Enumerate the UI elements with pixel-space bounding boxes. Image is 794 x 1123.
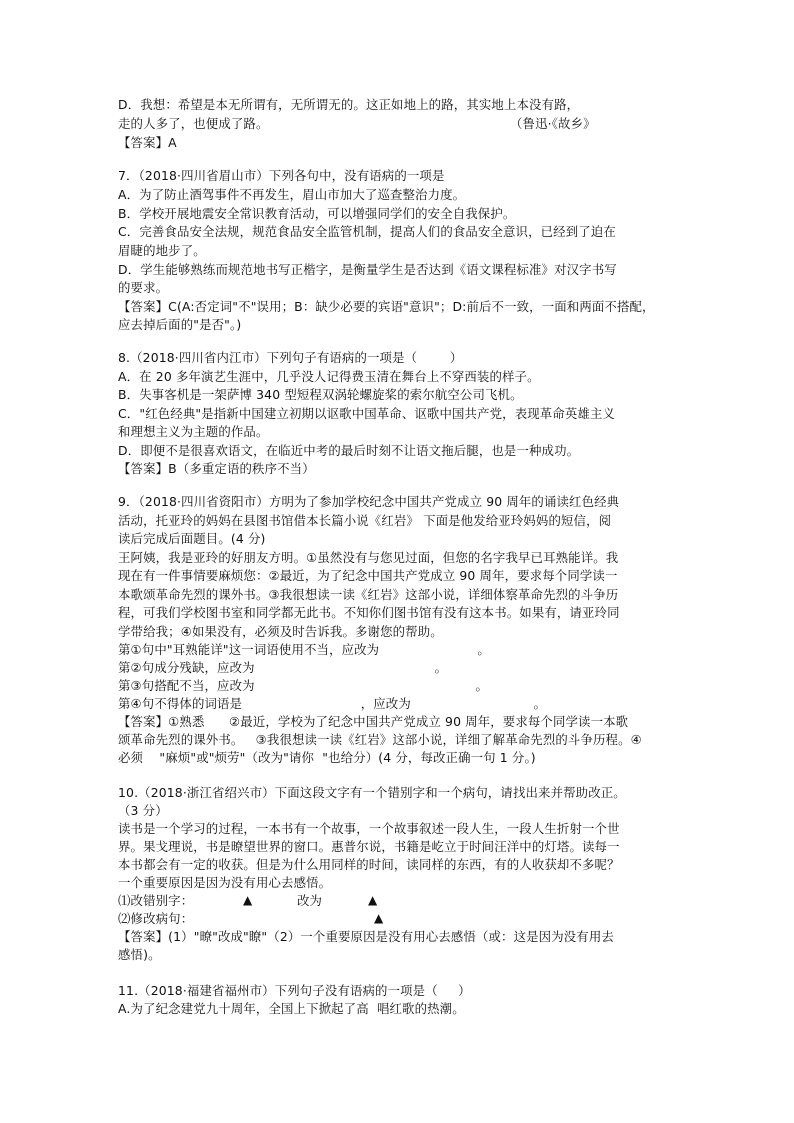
q7-heading: 7．（2018·四川省眉山市）下列各句中，没有语病的一项是: [118, 168, 445, 183]
q10-passage-line3: 本书都会有一定的收获。但是为什么用同样的时间，读同样的东西，有的人收获却不多呢？: [118, 857, 620, 872]
q9-heading-line2: 活动，托亚玲的妈妈在县图书馆借本长篇小说《红岩》 下面是他发给亚玲妈妈的短信，阅: [118, 513, 612, 528]
q6-option-d-line1: D．我想：希望是本无所谓有，无所谓无的。这正如地上的路，其实地上本没有路，: [118, 97, 580, 112]
q6-option-d-line2: 走的人多了，也便成了路。: [118, 116, 269, 131]
q10-fill-sentence-label: ⑵修改病句：: [118, 911, 194, 926]
q8-option-a: A．在 20 多年演艺生涯中，几乎没人记得费玉清在舞台上不穿西装的样子。: [118, 369, 540, 384]
q9-fill-2: 第②句成分残缺，应改为 。: [118, 660, 448, 675]
q9-passage-line5: 学带给我；④如果没有，必须及时告诉我。多谢您的帮助。: [118, 624, 443, 639]
q6-answer: 【答案】A: [118, 135, 177, 150]
q10-passage-line4: 一个重要原因是因为没有用心去感悟。: [118, 875, 332, 890]
q7-option-d-line2: 的要求。: [118, 280, 169, 295]
q9-fill-4: 第④句不得体的词语是 ，应改为 。: [118, 696, 547, 711]
q9-passage-line3: 本歌颂革命先烈的课外书。③我很想读一读《红岩》这部小说，详细体察革命先烈的斗争历: [118, 587, 619, 602]
q8-heading: 8.（2018·四川省内江市）下列句子有语病的一项是（ ）: [118, 350, 463, 365]
q7-answer-line2: 应去掉后面的"是否"。): [118, 317, 242, 332]
q7-option-b: B．学校开展地震安全常识教育活动，可以增强同学们的安全自我保护。: [118, 206, 516, 221]
q9-passage-line4: 程，可我们学校图书室和同学都无此书。不知你们图书馆有没有这本书。如果有，请亚玲同: [118, 605, 620, 620]
q9-answer-line2: 颂革命先烈的课外书。 ③我很想读一读《红岩》这部小说，详细了解革命先烈的斗争历程。④: [118, 732, 642, 747]
q10-passage-line1: 读书是一个学习的过程，一本书有一个故事，一个故事叙述一段人生，一段人生折射一个世: [118, 821, 620, 836]
q9-heading-line3: 读后完成后面题目。(4 分): [118, 531, 266, 546]
q10-heading-line2: （3 分）: [118, 803, 168, 818]
answer-blank-triangle-icon: ▲: [243, 893, 253, 907]
q7-answer-line1: 【答案】C(A:否定词"不"误用；B：缺少必要的宾语"意识"；D:前后不一致，一面和两面不搭配，: [118, 299, 655, 314]
q9-passage-line2: 现在有一件事情要麻烦您：②最近，为了纪念中国共产党成立 90 周年，要求每个同学读一: [118, 568, 618, 583]
q7-option-c-line1: C．完善食品安全法规，规范食品安全监管机制，提高人们的食品安全意识，已经到了迫在: [118, 224, 616, 239]
answer-blank-triangle-icon: ▲: [368, 893, 378, 907]
q9-answer-line1: 【答案】①熟悉 ②最近，学校为了纪念中国共产党成立 90 周年，要求每个同学读一本歌: [118, 714, 629, 729]
q8-option-c-line1: C．"红色经典"是指新中国建立初期以讴歌中国革命、讴歌中国共产党，表现革命英雄主义: [118, 406, 616, 421]
q8-option-b: B．失事客机是一架萨博 340 型短程双涡轮螺旋桨的索尔航空公司飞机。: [118, 387, 523, 402]
answer-blank-triangle-icon: ▲: [374, 911, 384, 925]
q7-option-d-line1: D．学生能够熟练而规范地书写正楷字，是衡量学生是否达到《语文课程标准》对汉字书写: [118, 262, 617, 277]
q8-answer: 【答案】B（多重定语的秩序不当）: [118, 461, 315, 476]
q7-option-c-line2: 眉睫的地步了。: [118, 243, 206, 258]
q6-source-citation: （鲁迅·《故乡》: [510, 116, 596, 131]
q7-option-a: A．为了防止酒驾事件不再发生，眉山市加大了巡查整治力度。: [118, 187, 466, 202]
q9-fill-3: 第③句搭配不当，应改为 。: [118, 678, 488, 693]
q10-fill-typo-label: ⑴改错别字：: [118, 893, 194, 908]
q10-answer-line1: 【答案】(1）"暸"改成"瞭"（2）一个重要原因是没有用心去感悟（或：这是因为没有用去: [118, 929, 614, 944]
q10-fill-typo-change-to: 改为: [297, 893, 323, 908]
q8-option-d: D．即便不是很喜欢语文，在临近中考的最后时刻不让语文拖后腿，也是一种成功。: [118, 443, 580, 458]
q9-passage-line1: 王阿姨，我是亚玲的好朋友方明。①虽然没有与您见过面，但您的名字我早已耳熟能详。我: [118, 550, 619, 565]
q9-answer-line3: 必须 "麻烦"或"烦劳"（改为"请你 "也给分）(4 分，每改正确一句 1 分。): [118, 750, 536, 765]
q8-option-c-line2: 和理想主义为主题的作品。: [118, 424, 269, 439]
q10-passage-line2: 界。果戈理说，书是暸望世界的窗口。惠普尔说，书籍是屹立于时间汪洋中的灯塔。读每一: [118, 839, 620, 854]
q9-heading-line1: 9．（2018·四川省资阳市）方明为了参加学校纪念中国共产党成立 90 周年的诵读红色经典: [118, 494, 620, 509]
q10-answer-line2: 感悟)。: [118, 947, 161, 962]
q9-fill-1: 第①句中"耳熟能详"这一词语使用不当，应改为 。: [118, 642, 490, 657]
q10-heading-line1: 10.（2018·浙江省绍兴市）下面这段文字有一个错别字和一个病句，请找出来并帮助改正。: [118, 785, 626, 800]
q11-option-a: A.为了纪念建党九十周年，全国上下掀起了高 唱红歌的热潮。: [118, 1001, 465, 1016]
q11-heading: 11.（2018·福建省福州市）下列句子没有语病的一项是（ ）: [118, 983, 471, 998]
